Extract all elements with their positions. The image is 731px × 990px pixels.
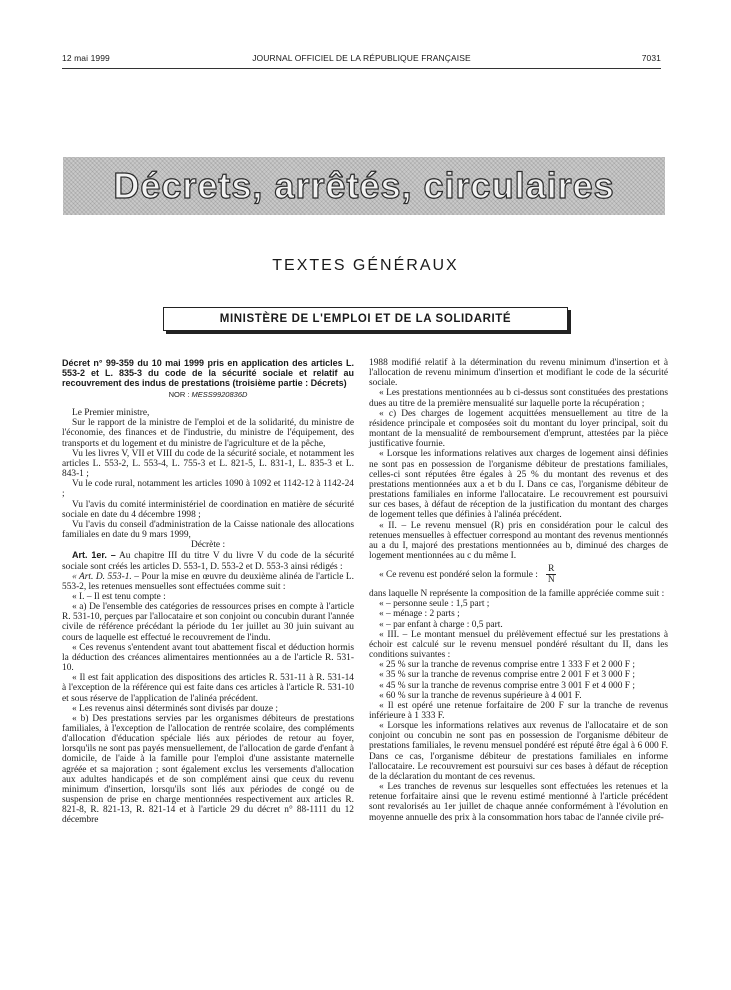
paragraph: « 45 % sur la tranche de revenus comprise entre 3 001 F et 4 000 F ; [379, 680, 635, 691]
article-d553-1-text: Pour la mise en œuvre du deuxième alinéa de l'article L. 553-2, les retenues mensuelles sont effectuées comme suit : [62, 571, 355, 592]
paragraph: « 35 % sur la tranche de revenus comprise entre 2 001 F et 3 000 F ; [379, 670, 635, 681]
article-d553-1 [62, 572, 354, 592]
paragraph: dans laquelle N représente la composition de la famille appréciée comme suit : [369, 589, 665, 600]
section-banner [63, 157, 665, 215]
banner-title: Décrets, arrêtés, circulaires [113, 165, 615, 206]
article-1-label: Art. 1er. – [72, 550, 116, 561]
paragraph: « Lorsque les informations relatives aux revenus de l'allocataire et de son conjoint ou concubin ne sont pas en possession de l'organisme débiteur de prestations familiales, le revenu mensuel pondéré est réputé être égal à 6 000 F. Dans ce cas, l'organisme débiteur de prestations familiales en informe l'allocataire. Le recouvrement est poursuivi sur ces bases à défaut de réception de la déclaration du montant de ces revenus. [369, 721, 668, 782]
ministry-box: MINISTÈRE DE L'EMPLOI ET DE LA SOLIDARITÉ [163, 307, 568, 331]
nor-code: MESS9920836D [191, 390, 248, 399]
header-rule [62, 68, 661, 69]
formula-numerator: R [548, 564, 555, 575]
decrete-heading: Décrète : [190, 540, 226, 551]
paragraph: Sur le rapport de la ministre de l'emploi et de la solidarité, du ministre de l'économie, des finances et de l'industrie, du ministre de l'équipement, des transports et du logement et du ministre de l'agriculture et de la pêche, [62, 418, 354, 449]
left-column [62, 358, 354, 826]
formula-fraction [546, 564, 557, 586]
formula-text: « Ce revenu est pondéré selon la formule : [379, 570, 538, 581]
paragraph: « II. – Le revenu mensuel (R) pris en considération pour le calcul des retenues mensuelles à effectuer correspond au montant des revenus mentionnés au a du I, majoré des prestations mentionnées au b, diminué des charges de logement mentionnées au c du même I. [369, 520, 668, 561]
paragraph: « Il est fait application des dispositions des articles R. 531-11 à R. 531-14 à l'exception de la référence qui est faite dans ces articles à l'article R. 531-10 et sous réserve de l'application de l'alinéa précédent. [62, 673, 354, 704]
paragraph: Vu les livres V, VII et VIII du code de la sécurité sociale, et notamment les articles L. 553-2, L. 553-4, L. 755-3 et L. 821-5, L. 831-1, L. 835-3 et L. 843-1 ; [62, 448, 354, 480]
nor-reference [62, 390, 354, 400]
article-d553-1-label: « Art. D. 553-1. – [72, 571, 139, 582]
paragraph: Le Premier ministre, [72, 408, 150, 419]
header-page-number: 7031 [641, 53, 661, 63]
paragraph: « Les prestations mentionnées au b ci-dessus sont constituées des prestations dues au titre de la première mensualité sur laquelle porte la récupération ; [369, 388, 668, 409]
article-1-text: Au chapitre III du titre V du livre V du code de la sécurité sociale sont créés les articles D. 553-1, D. 553-2 et D. 553-3 ainsi rédigés : [62, 551, 354, 572]
weighting-formula [379, 563, 668, 587]
decree-title: Décret n° 99-359 du 10 mai 1999 pris en application des articles L. 553-2 et L. 835-3 du code de la sécurité sociale et relatif au recouvrement des indus de prestations (troisième partie : Décrets) [62, 358, 354, 388]
section-title: TEXTES GÉNÉRAUX [272, 257, 459, 274]
paragraph: Vu le code rural, notamment les articles 1090 à 1092 et 1142-12 à 1142-24 ; [62, 479, 354, 500]
paragraph: « c) Des charges de logement acquittées mensuellement au titre de la résidence principale et composées soit du montant du loyer principal, soit du montant de la mensualité de remboursement d'emprunt, attestées par la pièce justificative fournie. [369, 408, 668, 450]
article-1 [62, 550, 354, 571]
paragraph: 1988 modifié relatif à la détermination du revenu minimum d'insertion et à l'allocation de revenu minimum d'insertion et modifiant le code de la sécurité sociale. [369, 358, 668, 389]
paragraph: « Il est opéré une retenue forfaitaire de 200 F sur la tranche de revenus inférieure à 1 333 F. [369, 700, 668, 721]
paragraph: Vu l'avis du conseil d'administration de la Caisse nationale des allocations familiales en date du 9 mars 1999, [62, 519, 354, 541]
paragraph: Vu l'avis du comité interministériel de coordination en matière de sécurité sociale en date du 4 décembre 1998 ; [62, 499, 354, 520]
page-header [62, 53, 661, 67]
paragraph: « a) De l'ensemble des catégories de ressources prises en compte à l'article R. 531-10, perçues par l'allocataire et son conjoint ou concubin durant l'année civile de référence précédant la période du 1er juillet au 30 juin suivant au cours de laquelle est effectué le recouvrement de l'indu. [62, 602, 354, 643]
paragraph: « I. – Il est tenu compte : [72, 591, 166, 602]
paragraph: « – par enfant à charge : 0,5 part. [379, 619, 503, 630]
paragraph: « b) Des prestations servies par les organismes débiteurs de prestations familiales, à l'exception de l'allocation de rentrée scolaire, des compléments d'allocation d'éducation spéciale liés aux périodes de retour au foyer, lorsqu'ils ne sont pas payés mensuellement, de l'allocation de garde d'enfant à domicile, de l'aide à la famille pour l'emploi d'une assistante maternelle agréée et sa majoration ; sont également exclus les versements d'allocation aux adultes handicapés et de son complément ainsi que ceux du revenu minimum d'insertion, lorsqu'ils sont liés aux périodes de congé ou de suspension de prise en charge mentionnées respectivement aux articles R. 821-8, R. 821-13, R. 821-14 et à l'article 29 du décret n° 88-1111 du 12 décembre [62, 713, 354, 826]
paragraph: « – personne seule : 1,5 part ; [379, 599, 490, 610]
paragraph: « 25 % sur la tranche de revenus comprise entre 1 333 F et 2 000 F ; [379, 660, 635, 671]
paragraph: « Ces revenus s'entendent avant tout abattement fiscal et déduction hormis la déduction des créances alimentaires mentionnées au a de l'article R. 531-10. [62, 642, 354, 674]
formula-denominator: N [547, 575, 555, 586]
paragraph: « – ménage : 2 parts ; [379, 609, 460, 620]
right-column [369, 358, 668, 823]
paragraph: « Lorsque les informations relatives aux charges de logement ainsi définies ne sont pas en possession de l'organisme débiteur de prestations familiales, celles-ci sont réputées être égales à 25 % du montant des revenus et des prestations mentionnées aux a et b du I. Dans ce cas, l'organisme débiteur de prestations familiales en informe l'allocataire. Le recouvrement est poursuivi sur ces bases, à défaut de réception de la justification du montant des charges de logement telles que définies à l'alinéa précédent. [369, 449, 668, 521]
nor-label: NOR : [168, 390, 190, 399]
paragraph: « Les revenus ainsi déterminés sont divisés par douze ; [72, 703, 278, 714]
paragraph: « III. – Le montant mensuel du prélèvement effectué sur les prestations à échoir est calculé sur le revenu mensuel pondéré résultant du II, dans les conditions suivantes : [369, 629, 668, 661]
header-journal-title: JOURNAL OFFICIEL DE LA RÉPUBLIQUE FRANÇAISE [252, 53, 471, 63]
paragraph: « Les tranches de revenus sur lesquelles sont effectuées les retenues et la retenue forfaitaire ainsi que le revenu estimé mentionné à l'article précédent sont revalorisés au 1er juillet de chaque année conformément à l'évolution en moyenne annuelle des prix à la consommation hors tabac de l'année civile pré- [369, 782, 668, 823]
paragraph: « 60 % sur la tranche de revenus supérieure à 4 001 F. [379, 690, 582, 701]
header-date: 12 mai 1999 [62, 53, 110, 63]
